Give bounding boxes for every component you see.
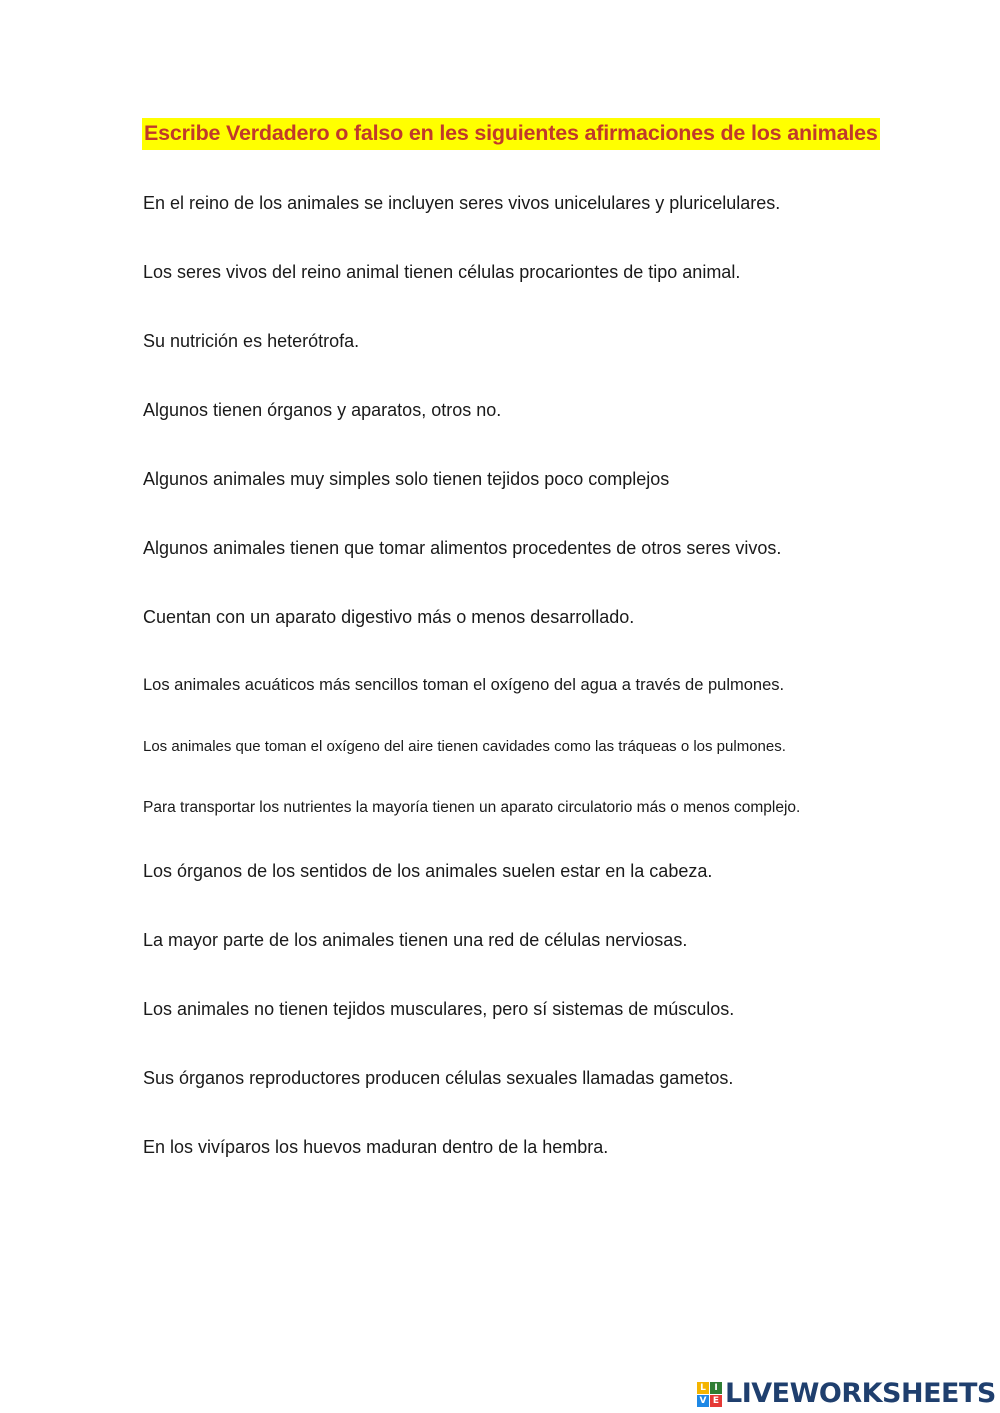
brand-wordmark: LIVEWORKSHEETS (725, 1378, 996, 1409)
logo-letter-i: I (710, 1382, 722, 1394)
statement-3: Su nutrición es heterótrofa. (143, 331, 360, 351)
liveworksheets-logo-icon (697, 1382, 722, 1407)
statement-10: Para transportar los nutrientes la mayoría tienen un aparato circulatorio más o menos complejo. (143, 799, 801, 816)
logo-letter-v: V (697, 1395, 709, 1407)
statement-14: Sus órganos reproductores producen células sexuales llamadas gametos. (143, 1068, 734, 1088)
statement-15: En los vivíparos los huevos maduran dentro de la hembra. (143, 1137, 609, 1157)
statement-12: La mayor parte de los animales tienen una red de células nerviosas. (143, 930, 688, 950)
statement-6: Algunos animales tienen que tomar alimentos procedentes de otros seres vivos. (143, 538, 782, 558)
statement-1: En el reino de los animales se incluyen seres vivos unicelulares y pluricelulares. (143, 193, 781, 213)
statement-4: Algunos tienen órganos y aparatos, otros no. (143, 400, 502, 420)
statement-13: Los animales no tienen tejidos musculares, pero sí sistemas de músculos. (143, 999, 735, 1019)
statement-2: Los seres vivos del reino animal tienen células procariontes de tipo animal. (143, 262, 741, 282)
statement-8: Los animales acuáticos más sencillos toman el oxígeno del agua a través de pulmones. (143, 676, 785, 694)
logo-letter-l: L (697, 1382, 709, 1394)
statement-5: Algunos animales muy simples solo tienen tejidos poco complejos (143, 469, 670, 489)
worksheet-title: Escribe Verdadero o falso en les siguientes afirmaciones de los animales (142, 118, 880, 150)
statement-9: Los animales que toman el oxígeno del aire tienen cavidades como las tráqueas o los pulmones. (143, 738, 786, 755)
liveworksheets-brand[interactable] (697, 1378, 996, 1410)
logo-letter-e: E (710, 1395, 722, 1407)
statement-7: Cuentan con un aparato digestivo más o menos desarrollado. (143, 607, 635, 627)
statement-11: Los órganos de los sentidos de los animales suelen estar en la cabeza. (143, 861, 713, 881)
